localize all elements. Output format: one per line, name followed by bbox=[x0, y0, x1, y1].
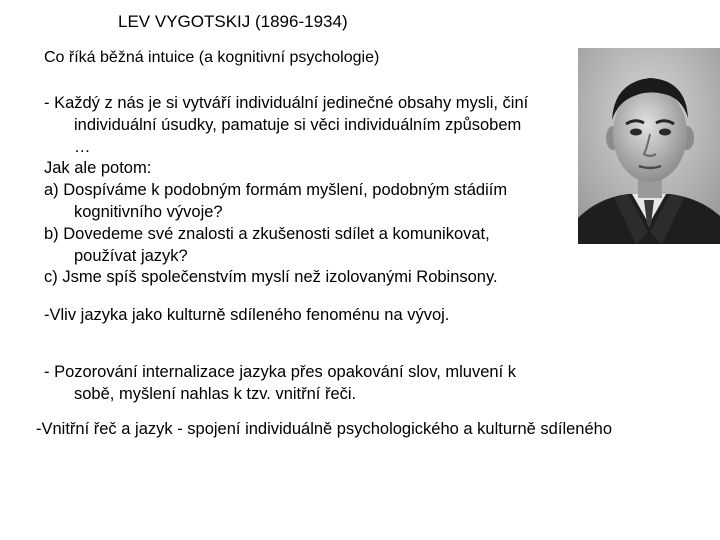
text-line: a) Dospíváme k podobným formám myšlení, podobným stádiím bbox=[44, 181, 508, 200]
text-line: Jak ale potom: bbox=[44, 159, 152, 178]
slide-subtitle: Co říká běžná intuice (a kognitivní psychologie) bbox=[44, 49, 380, 66]
text-line: - Pozorování internalizace jazyka přes opakování slov, mluvení k bbox=[44, 362, 517, 381]
text-line: c) Jsme spíš společenstvím myslí než izolovanými Robinsony. bbox=[44, 268, 498, 287]
text-line: … bbox=[74, 137, 91, 156]
text-line: -Vliv jazyka jako kulturně sdíleného fenoménu na vývoj. bbox=[44, 306, 450, 325]
text-line: -Vnitřní řeč a jazyk - spojení individuálně psychologického a kulturně sdíleného bbox=[36, 419, 612, 438]
slide-body bbox=[36, 93, 612, 440]
text-line: b) Dovedeme své znalosti a zkušenosti sdílet a komunikovat, bbox=[44, 224, 490, 243]
text-line: individuální úsudky, pamatuje si věci individuálním způsobem bbox=[74, 115, 522, 134]
text-line: sobě, myšlení nahlas k tzv. vnitřní řeči. bbox=[74, 384, 357, 403]
text-line: používat jazyk? bbox=[74, 246, 188, 265]
text-line: - Každý z nás je si vytváří individuální jedinečné obsahy mysli, činí bbox=[44, 94, 529, 112]
text-line: kognitivního vývoje? bbox=[74, 202, 223, 221]
portrait-photo bbox=[578, 48, 720, 244]
slide-title: LEV VYGOTSKIJ (1896-1934) bbox=[118, 12, 348, 31]
